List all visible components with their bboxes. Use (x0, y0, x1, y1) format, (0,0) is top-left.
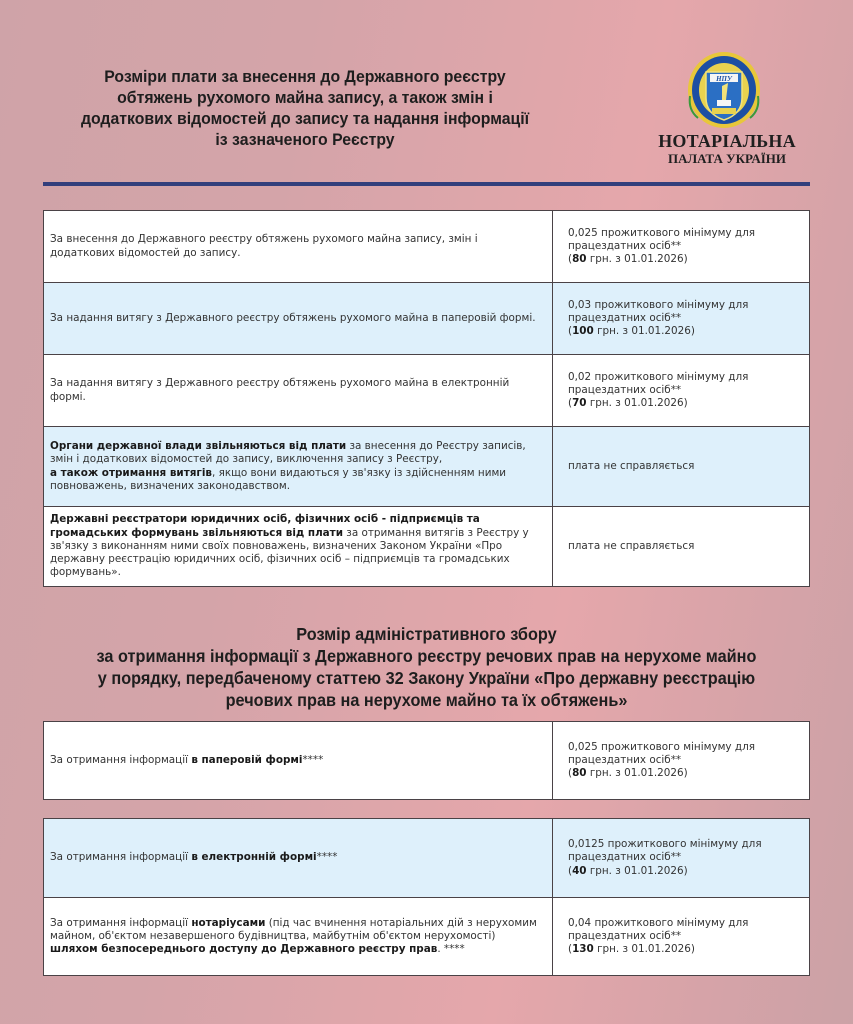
fee-rate: 0,025 прожиткового мінімуму для працездатних осіб** (568, 740, 755, 766)
service-cell (44, 819, 553, 898)
title-line: за отримання інформації з Державного реєстру речових прав на нерухоме майно (96, 646, 757, 666)
fee-cell: 0,025 прожиткового мінімуму для працездатних осіб** (80 грн. з 01.01.2026) (553, 211, 810, 283)
table-row (44, 722, 810, 800)
service-cell (44, 898, 553, 976)
service-cell (44, 507, 553, 587)
service-cell: За внесення до Державного реєстру обтяжень рухомого майна запису, змін і додаткових відомостей до запису. (44, 211, 553, 283)
header-divider (43, 182, 810, 186)
notary-chamber-emblem-icon (684, 50, 764, 140)
movable-registry-fee-table (43, 210, 810, 587)
title-line: Розмір адміністративного збору (296, 624, 557, 644)
page-title (59, 66, 552, 150)
exemption-bold: Органи державної влади звільняються від плати (50, 440, 347, 453)
fee-amount: 70 (572, 397, 587, 410)
admin-fee-table-paper (43, 721, 810, 800)
table-row (44, 898, 810, 976)
service-prefix: За отримання інформації (50, 916, 192, 929)
table-row (44, 283, 810, 355)
fee-cell: плата не справляється (553, 427, 810, 507)
title-line: у порядку, передбаченому статтею 32 Закону України «Про державну реєстрацію (97, 668, 756, 688)
fee-rate: 0,04 прожиткового мінімуму для працездатних осіб** (568, 916, 749, 942)
table-row (44, 211, 810, 283)
fee-amount: 130 (572, 943, 594, 956)
title-line: речових прав на нерухоме майно та їх обтяжень» (225, 690, 628, 710)
fee-amount: 40 (572, 864, 587, 877)
service-bold: в паперовій формі (191, 753, 303, 766)
fee-amount: 80 (572, 767, 587, 780)
emblem-text: НПУ (716, 75, 732, 83)
fee-date: грн. з 01.01.2026) (586, 397, 688, 410)
service-footnote: . **** (437, 943, 465, 956)
fee-rate: 0,025 прожиткового мінімуму для працездатних осіб** (568, 226, 755, 252)
service-cell: За надання витягу з Державного реєстру обтяжень рухомого майна в електронній формі. (44, 355, 553, 427)
fee-amount: 80 (572, 253, 587, 266)
service-prefix: За отримання інформації (50, 753, 192, 766)
title-line: додаткових відомостей до запису та надання інформації (80, 109, 530, 128)
fee-date: грн. з 01.01.2026) (586, 864, 688, 877)
brand-name-line1: НОТАРІАЛЬНА (658, 131, 796, 151)
service-bold: в електронній формі (191, 851, 317, 864)
admin-fee-table-electronic (43, 818, 810, 976)
exemption-text: , якщо вони видаються у зв'язку із здійсненням ними повноважень, визначених законодавством. (50, 466, 507, 492)
exemption-bold: Державні реєстратори юридичних осіб, фізичних осіб - підприємців та громадських формувань звільняються від плати (50, 513, 480, 539)
table-row (44, 355, 810, 427)
fee-cell: плата не справляється (553, 507, 810, 587)
fee-rate: 0,02 прожиткового мінімуму для працездатних осіб** (568, 370, 749, 396)
title-line: із зазначеного Реєстру (215, 130, 395, 149)
fee-date: грн. з 01.01.2026) (586, 253, 688, 266)
fee-date: грн. з 01.01.2026) (586, 767, 688, 780)
fee-cell: 0,03 прожиткового мінімуму для працездатних осіб** (100 грн. з 01.01.2026) (553, 283, 810, 355)
service-text: (під час вчинення нотаріальних дій з нерухомим майном, об'єктом незавершеного будівництва, майбутнім об'єктом нерухомості) (50, 916, 537, 942)
fee-amount: 100 (572, 325, 594, 338)
fee-cell: 0,0125 прожиткового мінімуму для працездатних осіб** (40 грн. з 01.01.2026) (553, 819, 810, 898)
exemption-text: за отримання витягів з Реєстру у зв'язку з виконанням ними своїх повноважень, визначених Законом України «Про державну реєстрацію юридичних осіб, фізичних осіб – підприємців та громадських формувань». (50, 526, 529, 579)
fee-date: грн. з 01.01.2026) (593, 325, 695, 338)
table-row (44, 819, 810, 898)
exemption-text: за внесення до Реєстру записів, змін і додаткових відомостей до запису, виключення запису з Реєстру, (50, 440, 526, 466)
service-bold: шляхом безпосереднього доступу до Державного реєстру прав (50, 943, 438, 956)
service-cell (44, 427, 553, 507)
service-bold: нотаріусами (191, 916, 266, 929)
service-cell (44, 722, 553, 800)
brand-name-line2: ПАЛАТА УКРАЇНИ (667, 151, 786, 166)
admin-fee-title (67, 623, 786, 711)
table-row (44, 507, 810, 587)
exemption-bold: а також отримання витягів (50, 466, 212, 479)
fee-rate: 0,03 прожиткового мінімуму для працездатних осіб** (568, 298, 749, 324)
service-cell: За надання витягу з Державного реєстру обтяжень рухомого майна в паперовій формі. (44, 283, 553, 355)
title-line: Розміри плати за внесення до Державного реєстру (104, 67, 506, 86)
fee-cell: 0,02 прожиткового мінімуму для працездатних осіб** (70 грн. з 01.01.2026) (553, 355, 810, 427)
fee-cell: 0,04 прожиткового мінімуму для працездатних осіб** (130 грн. з 01.01.2026) (553, 898, 810, 976)
fee-rate: 0,0125 прожиткового мінімуму для працездатних осіб** (568, 838, 762, 864)
table-row (44, 427, 810, 507)
service-footnote: **** (316, 851, 338, 864)
fee-date: грн. з 01.01.2026) (593, 943, 695, 956)
fee-cell: 0,025 прожиткового мінімуму для працездатних осіб** (80 грн. з 01.01.2026) (553, 722, 810, 800)
title-line: обтяжень рухомого майна запису, а також змін і (117, 88, 493, 107)
service-prefix: За отримання інформації (50, 851, 192, 864)
service-footnote: **** (302, 753, 324, 766)
